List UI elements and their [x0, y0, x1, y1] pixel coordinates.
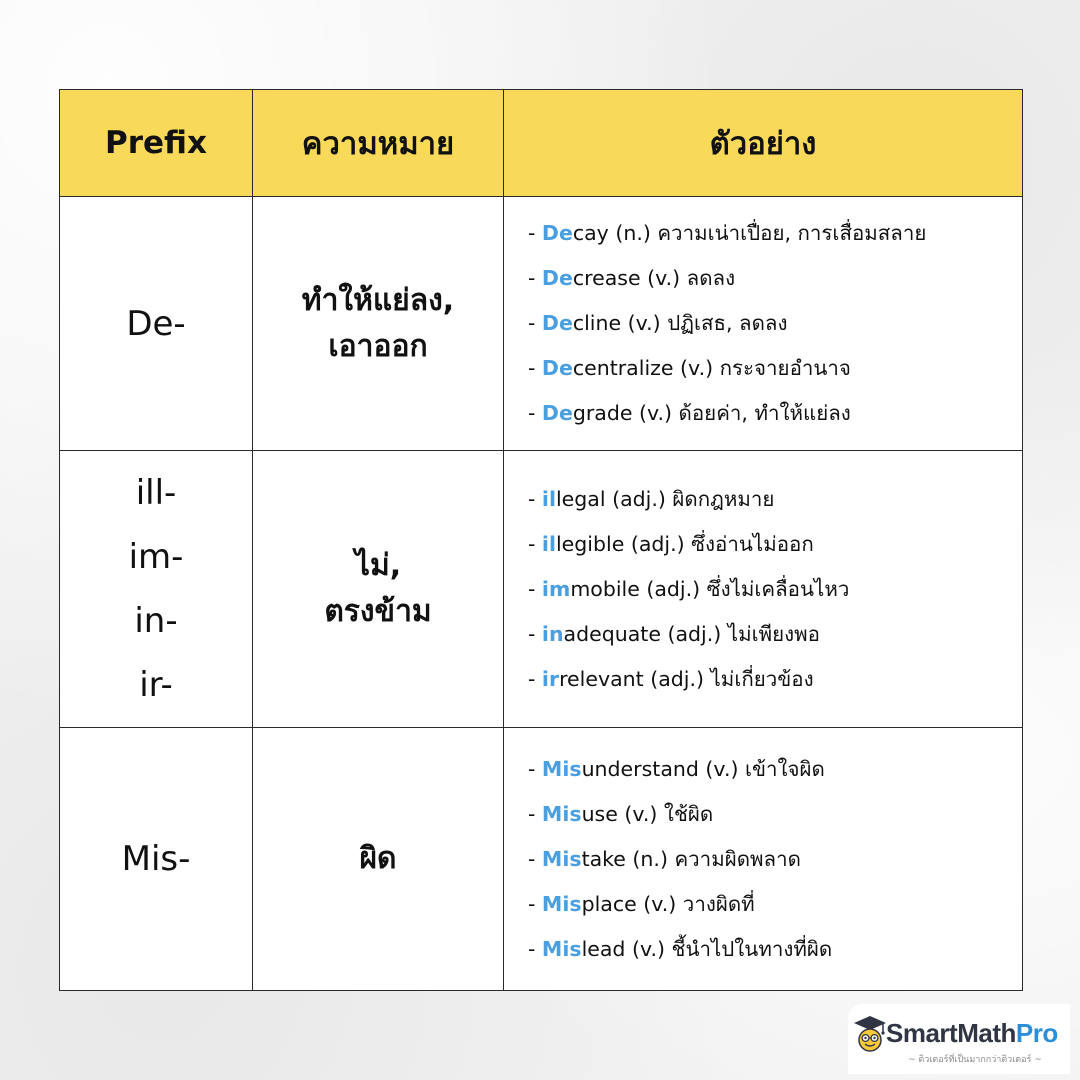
logo-tagline: ~ ติวเตอร์ที่เป็นมากกว่าติวเตอร์ ~	[908, 1055, 1042, 1065]
bullet: -	[528, 621, 542, 646]
example-text: legal (adj.) ผิดกฎหมาย	[555, 486, 775, 511]
table-row	[60, 451, 1023, 728]
prefix-label: in-	[134, 601, 178, 641]
bullet: -	[528, 576, 542, 601]
logo-wordmark	[886, 1018, 1058, 1049]
example-list	[528, 747, 1022, 972]
example-prefix: Mis	[541, 936, 582, 961]
bullet: -	[528, 221, 542, 245]
example-text: legible (adj.) ซึ่งอ่านไม่ออก	[555, 531, 814, 556]
meaning-line: ทำให้แย่ลง,	[301, 282, 455, 318]
meaning-cell	[253, 451, 504, 728]
example-item	[528, 747, 1022, 792]
graduate-face-icon	[852, 1014, 888, 1054]
example-prefix: ir	[541, 666, 560, 691]
example-prefix: Mis	[541, 801, 582, 826]
example-item	[528, 477, 1022, 522]
bullet: -	[528, 756, 542, 781]
header-prefix: Prefix	[60, 90, 253, 197]
smartmathpro-logo	[848, 1004, 1070, 1074]
prefix-cell	[60, 197, 253, 451]
bullet: -	[528, 846, 542, 871]
bullet: -	[528, 311, 542, 335]
example-text: grade (v.) ด้อยค่า, ทำให้แย่ลง	[572, 401, 851, 425]
bullet: -	[528, 356, 542, 380]
example-item	[528, 522, 1022, 567]
header-meaning: ความหมาย	[253, 90, 504, 197]
example-prefix: De	[541, 266, 573, 290]
example-prefix: De	[541, 401, 573, 425]
bullet: -	[528, 666, 542, 691]
meaning-cell	[253, 728, 504, 991]
example-text: adequate (adj.) ไม่เพียงพอ	[563, 621, 820, 646]
example-item	[528, 211, 1022, 256]
meaning-line: ไม่,	[354, 548, 402, 583]
bullet: -	[528, 266, 542, 290]
example-text: mobile (adj.) ซึ่งไม่เคลื่อนไหว	[570, 576, 850, 601]
meaning-line: เอาออก	[328, 328, 428, 364]
example-item	[528, 346, 1022, 391]
example-item	[528, 837, 1022, 882]
examples-cell	[504, 197, 1023, 451]
table-row	[60, 197, 1023, 451]
example-text: cline (v.) ปฏิเสธ, ลดลง	[572, 311, 788, 335]
meaning-line: ตรงข้าม	[324, 594, 432, 629]
example-list	[528, 477, 1022, 702]
example-item	[528, 792, 1022, 837]
prefix-cell	[60, 451, 253, 728]
example-prefix: im	[541, 576, 571, 601]
example-prefix: il	[541, 531, 556, 556]
header-row	[60, 90, 1023, 197]
meaning-line: ผิด	[359, 841, 397, 876]
example-item	[528, 882, 1022, 927]
example-text: relevant (adj.) ไม่เกี่ยวข้อง	[559, 666, 814, 691]
example-text: understand (v.) เข้าใจผิด	[581, 756, 825, 781]
bullet: -	[528, 936, 542, 961]
header-examples: ตัวอย่าง	[504, 90, 1023, 197]
examples-cell	[504, 728, 1023, 991]
example-text: centralize (v.) กระจายอำนาจ	[572, 356, 851, 380]
example-list	[528, 211, 1022, 436]
prefix-label: im-	[128, 537, 184, 577]
prefix-label: De-	[126, 303, 186, 344]
example-item	[528, 301, 1022, 346]
example-prefix: Mis	[541, 756, 582, 781]
example-item	[528, 391, 1022, 436]
example-text: place (v.) วางผิดที่	[581, 891, 755, 916]
example-item	[528, 612, 1022, 657]
example-item	[528, 256, 1022, 301]
example-text: crease (v.) ลดลง	[572, 266, 736, 290]
table-row	[60, 728, 1023, 991]
bullet: -	[528, 531, 542, 556]
bullet: -	[528, 486, 542, 511]
example-item	[528, 657, 1022, 702]
prefix-cell	[60, 728, 253, 991]
prefix-label: Mis-	[121, 839, 191, 879]
example-text: lead (v.) ชี้นำไปในทางที่ผิด	[581, 936, 833, 961]
bullet: -	[528, 401, 542, 425]
example-text: use (v.) ใช้ผิด	[581, 801, 714, 826]
prefix-label: ir-	[139, 665, 173, 705]
example-prefix: in	[541, 621, 564, 646]
prefix-label: ill-	[135, 473, 177, 513]
example-text: cay (n.) ความเน่าเปื่อย, การเสื่อมสลาย	[572, 221, 927, 245]
bullet: -	[528, 801, 542, 826]
example-prefix: Mis	[541, 846, 582, 871]
example-prefix: De	[541, 356, 573, 380]
example-text: take (n.) ความผิดพลาด	[581, 846, 801, 871]
example-prefix: Mis	[541, 891, 582, 916]
example-prefix: il	[541, 486, 556, 511]
logo-name-main: SmartMath	[886, 1018, 1016, 1048]
prefix-table	[59, 89, 1023, 991]
examples-cell	[504, 451, 1023, 728]
bullet: -	[528, 891, 542, 916]
meaning-cell	[253, 197, 504, 451]
example-item	[528, 567, 1022, 612]
logo-name-accent: Pro	[1015, 1018, 1058, 1048]
example-prefix: De	[541, 311, 573, 335]
example-prefix: De	[541, 221, 573, 245]
example-item	[528, 927, 1022, 972]
